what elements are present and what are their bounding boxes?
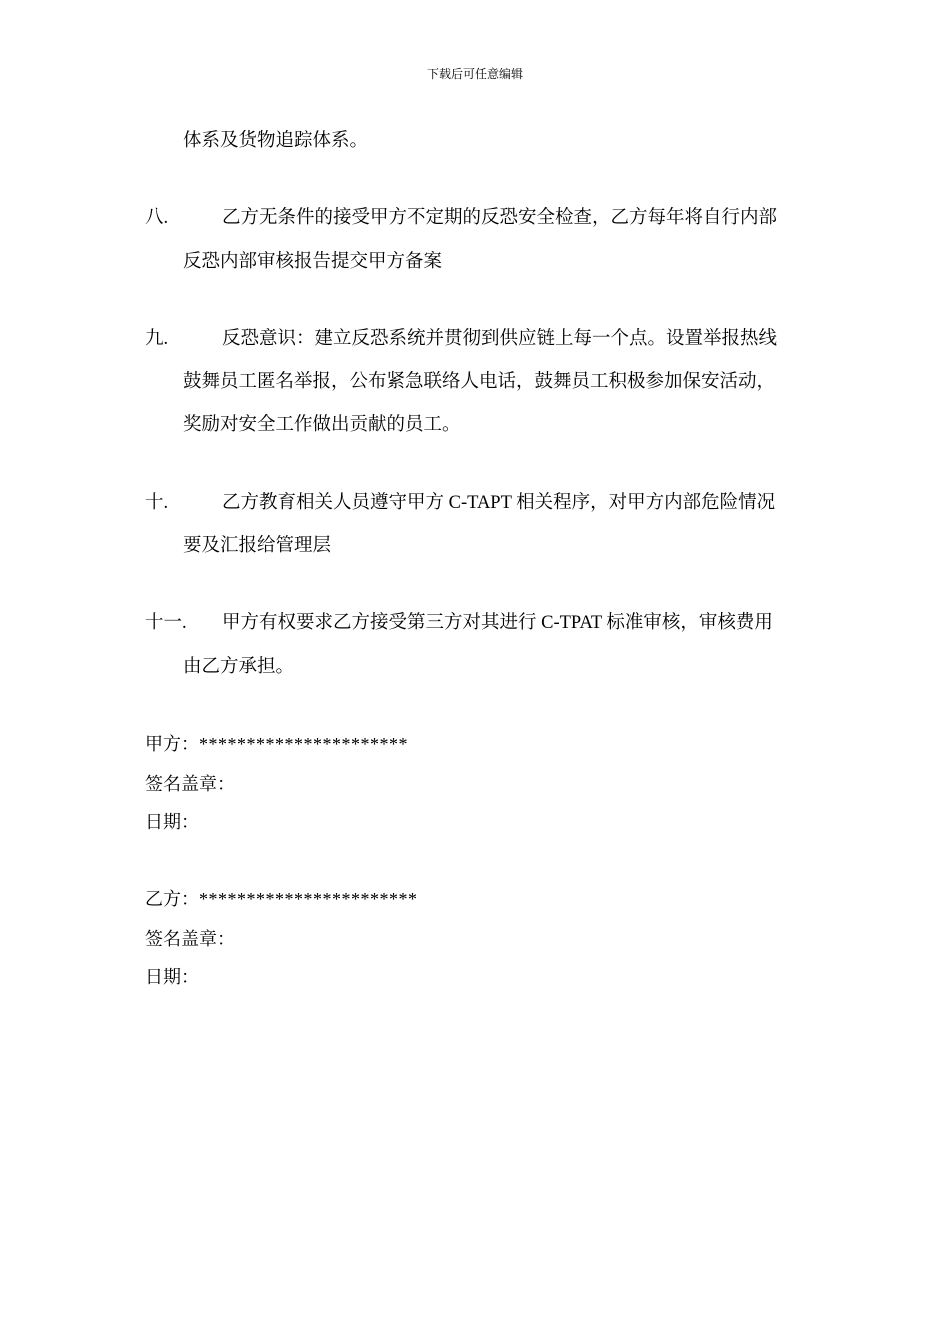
party-b-name: ***********************	[199, 889, 418, 909]
party-a-line	[145, 732, 408, 756]
clause-11-line-2: 由乙方承担。	[183, 657, 295, 677]
clause-9-line-3: 奖励对安全工作做出贡献的员工。	[183, 415, 461, 435]
party-b-label: 乙方：	[145, 889, 199, 909]
clause-10-line-1: 乙方教育相关人员遵守甲方 C-TAPT 相关程序，对甲方内部危险情况	[222, 493, 776, 513]
clause-number-10: 十.	[145, 493, 169, 513]
party-a-name: **********************	[199, 734, 408, 754]
party-a-label: 甲方：	[145, 734, 199, 754]
clause-10-line-2: 要及汇报给管理层	[183, 536, 332, 556]
party-a-date-label: 日期：	[145, 812, 199, 832]
party-b-line	[145, 887, 418, 911]
clause-8-line-2: 反恐内部审核报告提交甲方备案	[183, 252, 443, 272]
clause-number-11: 十一.	[145, 613, 187, 633]
clause-continuation: 体系及货物追踪体系。	[183, 131, 369, 151]
clause-number-8: 八.	[145, 208, 169, 228]
clause-9-line-1: 反恐意识：建立反恐系统并贯彻到供应链上每一个点。设置举报热线	[222, 329, 778, 349]
clause-11-line-1: 甲方有权要求乙方接受第三方对其进行 C-TPAT 标准审核，审核费用	[222, 613, 773, 633]
clause-number-9: 九.	[145, 329, 169, 349]
party-a-signature-label: 签名盖章：	[145, 774, 235, 794]
clause-8-line-1: 乙方无条件的接受甲方不定期的反恐安全检查，乙方每年将自行内部	[222, 208, 778, 228]
party-b-signature-label: 签名盖章：	[145, 929, 235, 949]
clause-9-line-2: 鼓舞员工匿名举报，公布紧急联络人电话，鼓舞员工积极参加保安活动，	[183, 372, 776, 392]
party-b-date-label: 日期：	[145, 967, 199, 987]
page-header: 下载后可任意编辑	[426, 67, 523, 81]
